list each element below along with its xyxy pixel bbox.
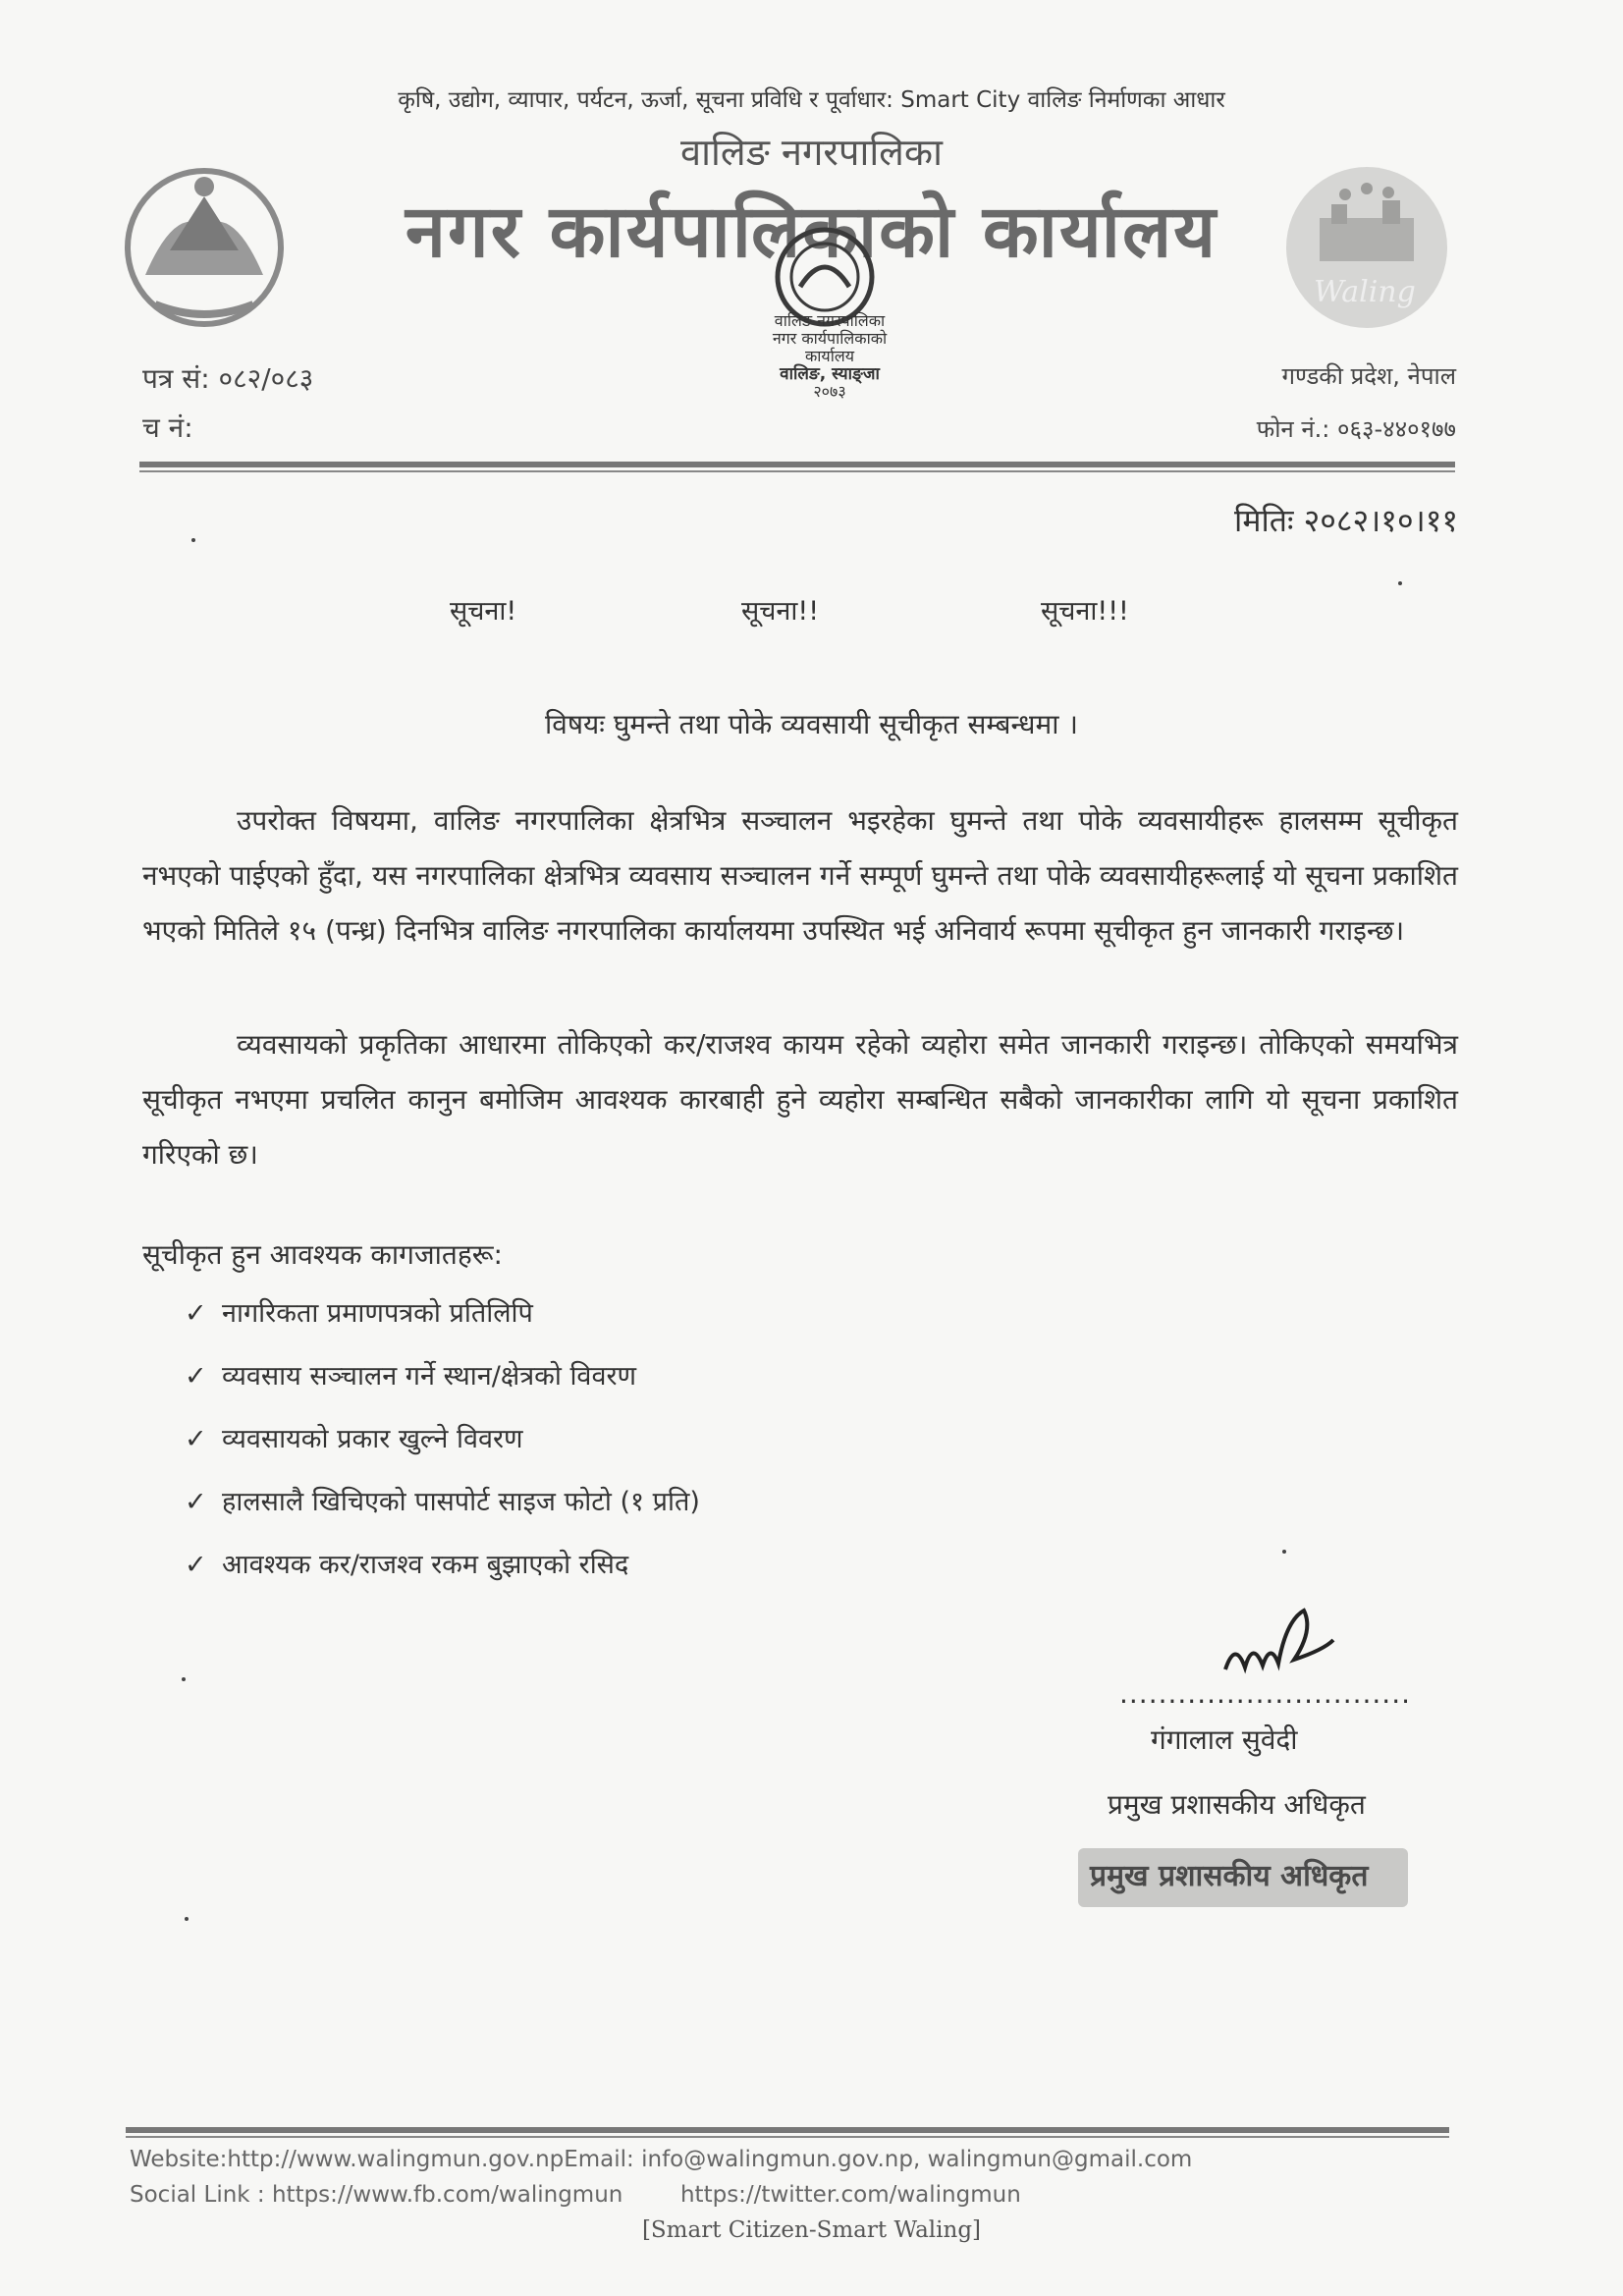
municipality-name: वालिङ नगरपालिका bbox=[680, 131, 943, 174]
seal-line: नगर कार्यपालिकाको कार्यालय bbox=[772, 329, 888, 365]
footer-slogan: [Smart Citizen-Smart Waling] bbox=[641, 2217, 982, 2243]
check-icon: ✓ bbox=[185, 1298, 207, 1329]
province: गण्डकी प्रदेश, नेपाल bbox=[1281, 362, 1456, 390]
requirement-text: नागरिकता प्रमाणपत्रको प्रतिलिपि bbox=[222, 1298, 533, 1329]
social-twitter: https://twitter.com/walingmun bbox=[679, 2182, 1021, 2208]
list-item bbox=[185, 1288, 700, 1351]
check-icon: ✓ bbox=[185, 1487, 207, 1517]
letter-date: मितिः २०८२।१०।११ bbox=[1234, 502, 1458, 539]
requirement-text: हालसालै खिचिएको पासपोर्ट साइज फोटो (१ प्रति) bbox=[222, 1487, 700, 1517]
check-icon: ✓ bbox=[185, 1361, 207, 1392]
requirement-text: आवश्यक कर/राजश्व रकम बुझाएको रसिद bbox=[222, 1550, 629, 1580]
stamp-text: प्रमुख प्रशासकीय अधिकृत bbox=[1090, 1859, 1369, 1893]
notice-label: सूचना! bbox=[450, 596, 517, 627]
letter-number: पत्र सं: ०८२/०८३ bbox=[142, 362, 314, 395]
seal-text bbox=[746, 312, 913, 401]
list-item bbox=[185, 1351, 700, 1414]
social-facebook: Social Link : https://www.fb.com/walingmun bbox=[130, 2182, 623, 2208]
header-tagline: कृषि, उद्योग, व्यापार, पर्यटन, ऊर्जा, सूचना प्रविधि र पूर्वाधार: Smart City वालिङ निर्माणका आधार bbox=[398, 87, 1225, 113]
seal-line: २०७३ bbox=[813, 382, 846, 401]
footer-divider-thin bbox=[126, 2136, 1449, 2138]
requirement-text: व्यवसाय सञ्चालन गर्ने स्थान/क्षेत्रको विवरण bbox=[222, 1361, 637, 1392]
scan-speck bbox=[1398, 581, 1402, 585]
check-icon: ✓ bbox=[185, 1550, 207, 1580]
scan-speck bbox=[191, 538, 195, 542]
header-divider bbox=[139, 462, 1455, 467]
requirement-text: व्यवसायको प्रकार खुल्ने विवरण bbox=[222, 1424, 523, 1454]
requirements-title: सूचीकृत हुन आवश्यक कागजातहरू: bbox=[142, 1238, 503, 1271]
signature-line: .............................. bbox=[1119, 1677, 1412, 1710]
body-paragraph: व्यवसायको प्रकृतिका आधारमा तोकिएको कर/राजश्व कायम रहेको व्यहोरा समेत जानकारी गराइन्छ। तोकिएको समयभित्र सूचीकृत नभएमा प्रचलित कानुन बमोजिम आवश्यक कारबाही हुने व्यहोरा सम्बन्धित सबैको जानकारीका लागि यो सूचना प्रकाशित गरिएको छ। bbox=[142, 1028, 1458, 1171]
signer-name: गंगालाल सुवेदी bbox=[1151, 1723, 1298, 1756]
dispatch-number: च नं: bbox=[142, 411, 193, 444]
requirements-list bbox=[185, 1288, 700, 1603]
logo-text: Waling bbox=[1314, 275, 1416, 309]
header-divider-thin bbox=[139, 470, 1455, 472]
footer-divider bbox=[126, 2127, 1449, 2133]
office-title: नगर कार्यपालिकाको कार्यालय bbox=[405, 190, 1218, 274]
signer-title: प्रमुख प्रशासकीय अधिकृत bbox=[1108, 1788, 1366, 1821]
notice-label: सूचना!! bbox=[741, 596, 820, 627]
list-item bbox=[185, 1477, 700, 1540]
signature-icon bbox=[1216, 1601, 1343, 1689]
list-item bbox=[185, 1540, 700, 1603]
list-item bbox=[185, 1414, 700, 1477]
scan-speck bbox=[182, 1677, 186, 1681]
footer-website: Website:http://www.walingmun.gov.npEmail: info@walingmun.gov.np, walingmun@gmail.com bbox=[130, 2147, 1193, 2172]
body-paragraph: उपरोक्त विषयमा, वालिङ नगरपालिका क्षेत्रभित्र सञ्चालन भइरहेका घुमन्ते तथा पोके व्यवसायीहरू हालसम्म सूचीकृत नभएको पाईएको हुँदा, यस नगरपालिका क्षेत्रभित्र व्यवसाय सञ्चालन गर्ने सम्पूर्ण घुमन्ते तथा पोके व्यवसायीहरूलाई यो सूचना प्रकाशित भएको मितिले १५ (पन्ध्र) दिनभित्र वालिङ नगरपालिका कार्यालयमा उपस्थित भई अनिवार्य रूपमा सूचीकृत हुन जानकारी गराइन्छ। bbox=[142, 804, 1458, 947]
notice-label: सूचना!!! bbox=[1041, 596, 1129, 627]
seal-line: वालिङ नगरपालिका bbox=[774, 311, 886, 330]
check-icon: ✓ bbox=[185, 1424, 207, 1454]
seal-line: वालिङ, स्याङ्जा bbox=[780, 364, 880, 384]
footer-social bbox=[130, 2182, 1021, 2208]
subject-line: विषयः घुमन्ते तथा पोके व्यवसायी सूचीकृत सम्बन्धमा । bbox=[545, 708, 1078, 740]
scan-speck bbox=[1282, 1550, 1286, 1554]
phone-number: फोन नं.: ०६३-४४०१७७ bbox=[1256, 415, 1456, 443]
scan-speck bbox=[185, 1917, 189, 1921]
